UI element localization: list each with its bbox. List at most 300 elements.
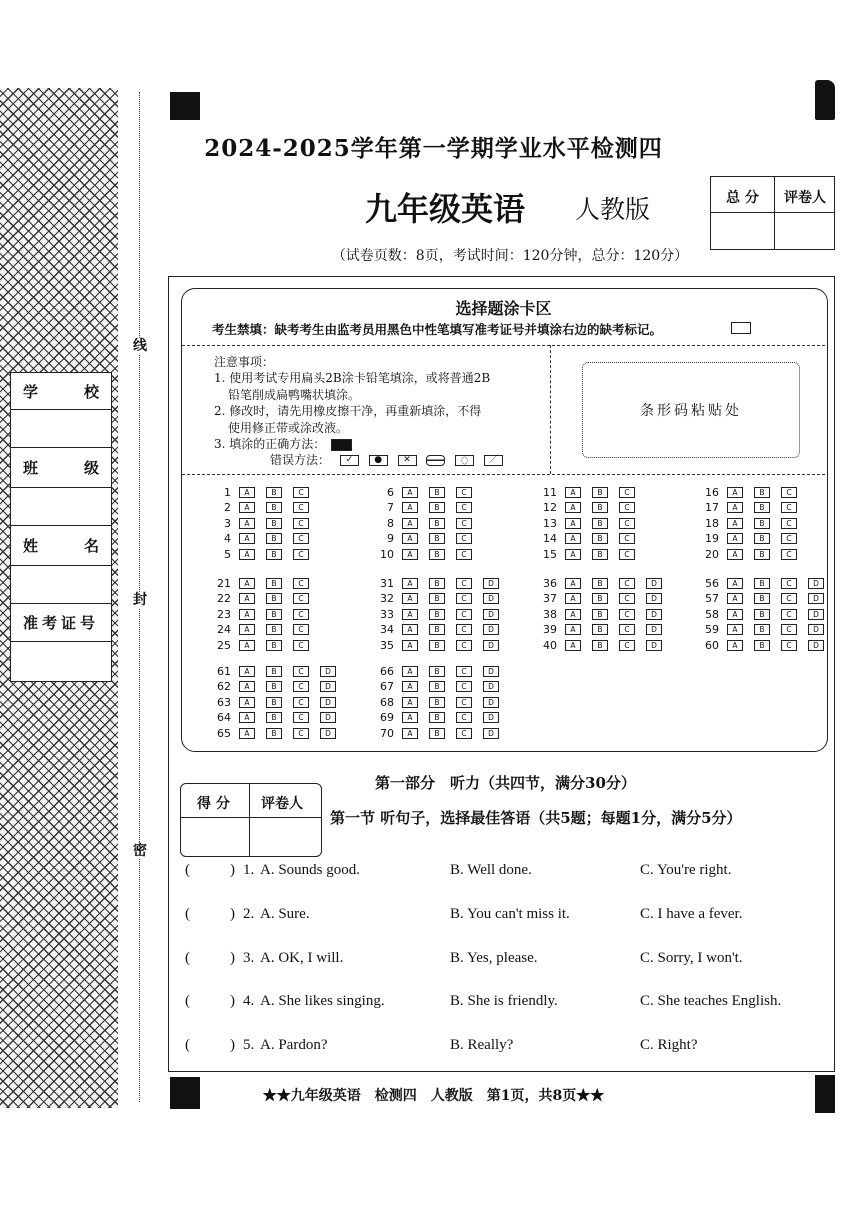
answer-bubble-c[interactable]: C — [456, 640, 472, 651]
answer-bubble-b[interactable]: B — [266, 640, 282, 651]
question-row — [695, 485, 808, 499]
answer-bubble-c[interactable]: C — [456, 728, 472, 739]
answer-blank-close: ) — [230, 905, 235, 922]
answer-bubble-d[interactable]: D — [320, 666, 336, 677]
question-number: 5. — [243, 1037, 255, 1054]
part1-title: 第一部分 听力（共四节，满分30分） — [375, 774, 636, 792]
answer-bubble-c[interactable]: C — [456, 609, 472, 620]
answer-bubble-b[interactable]: B — [754, 487, 770, 498]
answer-bubble-b[interactable]: B — [266, 593, 282, 604]
seal-char-seal: 封 — [133, 592, 147, 608]
answer-bubble-b[interactable]: B — [592, 640, 608, 651]
grader-label: 评卷人 — [784, 190, 826, 206]
answer-bubble-a[interactable]: A — [239, 712, 255, 723]
answer-bubble-a[interactable]: A — [727, 578, 743, 589]
answer-bubble-b[interactable]: B — [429, 502, 445, 513]
answer-bubble-c[interactable]: C — [456, 697, 472, 708]
answer-blank-close: ) — [230, 993, 235, 1010]
answer-bubble-a[interactable]: A — [239, 533, 255, 544]
answer-bubble-a[interactable]: A — [402, 640, 418, 651]
answer-bubble-a[interactable]: A — [565, 624, 581, 635]
answer-bubble-a[interactable]: A — [402, 697, 418, 708]
exam-info: （试卷页数：8页，考试时间：120分钟，总分：120分） — [331, 248, 689, 264]
question-number: 17 — [705, 501, 719, 514]
score-table — [710, 176, 835, 250]
answer-bubble-a[interactable]: A — [565, 640, 581, 651]
answer-bubble-b[interactable]: B — [592, 487, 608, 498]
question-number: 59 — [705, 623, 719, 636]
answer-bubble-a[interactable]: A — [402, 609, 418, 620]
question-number: 8 — [387, 516, 394, 530]
answer-bubble-b[interactable]: B — [754, 549, 770, 560]
answer-bubble-c[interactable]: C — [293, 728, 309, 739]
question-number: 67 — [380, 680, 394, 693]
answer-blank-open[interactable]: ( — [185, 949, 190, 966]
answer-bubble-a[interactable]: A — [239, 624, 255, 635]
answer-bubble-b[interactable]: B — [266, 681, 282, 692]
answer-bubble-b[interactable]: B — [429, 609, 445, 620]
answer-bubble-a[interactable]: A — [402, 487, 418, 498]
answer-bubble-d[interactable]: D — [483, 624, 499, 635]
answer-bubble-b[interactable]: B — [266, 518, 282, 529]
answer-bubble-d[interactable]: D — [646, 578, 662, 589]
answer-bubble-b[interactable]: B — [754, 593, 770, 604]
option-a: A. Pardon? — [260, 1037, 328, 1054]
line-mark-icon — [426, 455, 445, 466]
option-c: C. You're right. — [640, 862, 732, 878]
question-number: 57 — [705, 592, 719, 605]
answer-bubble-a[interactable]: A — [565, 578, 581, 589]
question-number: 5 — [224, 547, 231, 561]
answer-bubble-c[interactable]: C — [781, 533, 797, 544]
absent-mark-box[interactable] — [731, 322, 751, 334]
school-label: 学 校 — [11, 373, 111, 410]
answer-bubble-b[interactable]: B — [592, 578, 608, 589]
answer-bubble-a[interactable]: A — [402, 712, 418, 723]
answer-bubble-c[interactable]: C — [293, 666, 309, 677]
answer-bubble-c[interactable]: C — [456, 549, 472, 560]
answer-bubble-b[interactable]: B — [429, 697, 445, 708]
answer-bubble-d[interactable]: D — [483, 728, 499, 739]
question-number: 25 — [217, 638, 231, 652]
answer-bubble-b[interactable]: B — [754, 640, 770, 651]
option-c: C. Right? — [640, 1037, 698, 1054]
answer-bubble-c[interactable]: C — [293, 640, 309, 651]
answer-bubble-b[interactable]: B — [754, 518, 770, 529]
answer-bubble-b[interactable]: B — [754, 578, 770, 589]
answer-bubble-a[interactable]: A — [239, 578, 255, 589]
notes-title: 注意事项： — [214, 355, 275, 369]
answer-bubble-c[interactable]: C — [619, 578, 635, 589]
answer-bubble-b[interactable]: B — [266, 624, 282, 635]
answer-bubble-a[interactable]: A — [402, 666, 418, 677]
answer-bubble-d[interactable]: D — [320, 697, 336, 708]
answer-bubble-a[interactable]: A — [565, 549, 581, 560]
note-line: 3. 填涂的正确方法： — [214, 436, 544, 452]
option-b: B. Well done. — [450, 862, 532, 878]
seal-char-line: 线 — [133, 338, 147, 354]
question-number: 31 — [380, 576, 394, 590]
answer-bubble-c[interactable]: C — [456, 487, 472, 498]
question-row — [207, 607, 320, 621]
answer-bubble-b[interactable]: B — [266, 549, 282, 560]
answer-bubble-a[interactable]: A — [239, 697, 255, 708]
question-number: 56 — [705, 576, 719, 590]
question-number: 13 — [543, 516, 557, 530]
option-a: A. She likes singing. — [260, 993, 385, 1010]
answer-bubble-d[interactable]: D — [483, 712, 499, 723]
answer-bubble-b[interactable]: B — [429, 681, 445, 692]
answer-bubble-a[interactable]: A — [239, 518, 255, 529]
answer-bubble-b[interactable]: B — [754, 609, 770, 620]
answer-bubble-d[interactable]: D — [483, 666, 499, 677]
question-row — [207, 516, 320, 530]
answer-bubble-c[interactable]: C — [293, 533, 309, 544]
question-row — [533, 623, 673, 637]
question-row — [695, 607, 835, 621]
answer-bubble-d[interactable]: D — [320, 681, 336, 692]
answer-bubble-c[interactable]: C — [293, 549, 309, 560]
seal-char-secret: 密 — [133, 843, 147, 859]
answer-bubble-b[interactable]: B — [429, 624, 445, 635]
answer-bubble-a[interactable]: A — [239, 502, 255, 513]
question-number: 11 — [543, 485, 557, 499]
question-row — [533, 547, 646, 561]
answer-bubble-a[interactable]: A — [402, 681, 418, 692]
answer-bubble-d[interactable]: D — [808, 609, 824, 620]
answer-bubble-a[interactable]: A — [727, 549, 743, 560]
answer-bubble-d[interactable]: D — [646, 609, 662, 620]
question-number: 3. — [243, 949, 255, 966]
option-c: C. Sorry, I won't. — [640, 949, 743, 966]
answer-bubble-b[interactable]: B — [266, 697, 282, 708]
answer-bubble-a[interactable]: A — [239, 609, 255, 620]
answer-bubble-c[interactable]: C — [619, 624, 635, 635]
note-line: 2. 修改时，请先用橡皮擦干净，再重新填涂，不得 — [214, 404, 482, 419]
answer-bubble-c[interactable]: C — [781, 609, 797, 620]
answer-bubble-c[interactable]: C — [619, 518, 635, 529]
question-row — [695, 592, 835, 606]
answer-bubble-a[interactable]: A — [727, 609, 743, 620]
answer-bubble-a[interactable]: A — [727, 502, 743, 513]
question-row — [207, 726, 347, 740]
question-row — [370, 695, 510, 709]
question-number: 37 — [543, 592, 557, 605]
answer-bubble-b[interactable]: B — [429, 533, 445, 544]
answer-bubble-c[interactable]: C — [456, 712, 472, 723]
answer-bubble-b[interactable]: B — [266, 502, 282, 513]
question-number: 18 — [705, 516, 719, 530]
answer-bubble-c[interactable]: C — [619, 549, 635, 560]
answer-bubble-c[interactable]: C — [456, 624, 472, 635]
answer-bubble-b[interactable]: B — [429, 728, 445, 739]
question-number: 33 — [380, 607, 394, 621]
question-number: 70 — [380, 726, 394, 740]
answer-bubble-b[interactable]: B — [429, 578, 445, 589]
question-row — [695, 623, 835, 637]
answer-bubble-c[interactable]: C — [293, 697, 309, 708]
question-row — [695, 638, 835, 652]
edition-label: 人教版 — [575, 195, 651, 224]
question-row — [207, 711, 347, 725]
answer-bubble-a[interactable]: A — [239, 487, 255, 498]
registration-mark — [815, 80, 835, 120]
answer-bubble-a[interactable]: A — [239, 640, 255, 651]
answer-bubble-c[interactable]: C — [293, 487, 309, 498]
question-number: 36 — [543, 576, 557, 590]
divider — [182, 345, 825, 346]
answer-bubble-b[interactable]: B — [266, 712, 282, 723]
answer-bubble-b[interactable]: B — [592, 593, 608, 604]
answer-bubble-a[interactable]: A — [565, 533, 581, 544]
answer-bubble-a[interactable]: A — [402, 518, 418, 529]
answer-bubble-d[interactable]: D — [483, 609, 499, 620]
answer-bubble-a[interactable]: A — [727, 518, 743, 529]
answer-bubble-c[interactable]: C — [619, 533, 635, 544]
option-c: C. I have a fever. — [640, 905, 743, 922]
exam-title: 2024-2025学年第一学期学业水平检测四 — [204, 135, 663, 162]
answer-bubble-c[interactable]: C — [293, 593, 309, 604]
answer-bubble-b[interactable]: B — [266, 533, 282, 544]
question-row — [695, 516, 808, 530]
question-row — [695, 547, 808, 561]
answer-bubble-c[interactable]: C — [456, 518, 472, 529]
answer-bubble-c[interactable]: C — [781, 578, 797, 589]
subject-title: 九年级英语 — [365, 190, 526, 228]
answer-bubble-c[interactable]: C — [619, 487, 635, 498]
question-number: 62 — [217, 680, 231, 693]
answer-bubble-a[interactable]: A — [565, 502, 581, 513]
answer-bubble-c[interactable]: C — [456, 681, 472, 692]
note-line: 1. 使用考试专用扁头2B涂卡铅笔填涂，或将普通2B — [214, 371, 491, 386]
check-mark-icon: ✓ — [340, 455, 359, 466]
answer-bubble-c[interactable]: C — [781, 549, 797, 560]
answer-bubble-b[interactable]: B — [266, 728, 282, 739]
answer-bubble-d[interactable]: D — [320, 712, 336, 723]
answer-bubble-d[interactable]: D — [808, 640, 824, 651]
exam-number-field[interactable] — [11, 642, 111, 680]
answer-bubble-a[interactable]: A — [727, 640, 743, 651]
answer-bubble-d[interactable]: D — [646, 593, 662, 604]
answer-card-title: 选择题涂卡区 — [455, 299, 552, 318]
question-row — [533, 516, 646, 530]
answer-bubble-a[interactable]: A — [727, 533, 743, 544]
question-number: 9 — [387, 532, 394, 545]
question-number: 3 — [224, 516, 231, 530]
answer-bubble-c[interactable]: C — [619, 609, 635, 620]
question-row — [207, 547, 320, 561]
class-label: 班 级 — [11, 448, 111, 488]
answer-blank-open[interactable]: ( — [185, 993, 190, 1010]
question-number: 2. — [243, 905, 255, 922]
answer-bubble-a[interactable]: A — [402, 502, 418, 513]
answer-bubble-c[interactable]: C — [456, 593, 472, 604]
question-number: 58 — [705, 607, 719, 621]
answer-blank-close: ) — [230, 949, 235, 966]
slash-mark-icon: ／ — [484, 455, 503, 466]
answer-bubble-a[interactable]: A — [239, 593, 255, 604]
answer-bubble-b[interactable]: B — [429, 518, 445, 529]
absent-note: 考生禁填：缺考考生由监考员用黑色中性笔填写准考证号并填涂右边的缺考标记。 — [212, 322, 663, 337]
question-number: 23 — [217, 607, 231, 621]
answer-bubble-d[interactable]: D — [483, 681, 499, 692]
answer-bubble-c[interactable]: C — [781, 640, 797, 651]
question-number: 22 — [217, 592, 231, 605]
question-number: 64 — [217, 711, 231, 724]
answer-bubble-d[interactable]: D — [483, 640, 499, 651]
answer-bubble-c[interactable]: C — [456, 578, 472, 589]
exam-number-label: 准考证号 — [11, 604, 111, 642]
option-a: A. OK, I will. — [260, 949, 344, 966]
answer-bubble-b[interactable]: B — [429, 593, 445, 604]
question-row — [207, 680, 347, 694]
answer-bubble-d[interactable]: D — [646, 640, 662, 651]
question-number: 16 — [705, 485, 719, 499]
answer-bubble-c[interactable]: C — [293, 502, 309, 513]
dot-mark-icon: ● — [369, 455, 388, 466]
question-row — [370, 532, 483, 546]
answer-bubble-c[interactable]: C — [619, 593, 635, 604]
answer-bubble-c[interactable]: C — [293, 624, 309, 635]
answer-bubble-c[interactable]: C — [293, 609, 309, 620]
answer-bubble-c[interactable]: C — [456, 666, 472, 677]
answer-bubble-a[interactable]: A — [402, 624, 418, 635]
name-field[interactable] — [11, 566, 111, 604]
answer-bubble-a[interactable]: A — [402, 549, 418, 560]
question-row — [207, 592, 320, 606]
question-number: 40 — [543, 638, 557, 652]
answer-bubble-c[interactable]: C — [781, 624, 797, 635]
answer-bubble-d[interactable]: D — [646, 624, 662, 635]
answer-bubble-c[interactable]: C — [619, 502, 635, 513]
question-number: 21 — [217, 576, 231, 590]
question-number: 60 — [705, 638, 719, 652]
instructions — [214, 354, 544, 469]
answer-bubble-d[interactable]: D — [808, 593, 824, 604]
question-number: 20 — [705, 547, 719, 561]
question-row — [370, 711, 510, 725]
answer-bubble-a[interactable]: A — [565, 487, 581, 498]
answer-bubble-c[interactable]: C — [619, 640, 635, 651]
answer-bubble-a[interactable]: A — [239, 666, 255, 677]
section1-title: 第一节 听句子，选择最佳答语（共5题；每题1分，满分5分） — [330, 809, 742, 827]
answer-bubble-b[interactable]: B — [754, 533, 770, 544]
answer-bubble-d[interactable]: D — [320, 728, 336, 739]
answer-bubble-c[interactable]: C — [781, 502, 797, 513]
question-row — [533, 576, 673, 590]
answer-bubble-c[interactable]: C — [781, 593, 797, 604]
answer-bubble-c[interactable]: C — [293, 712, 309, 723]
wrong-methods: 错误方法： ✓ ● ✕ ／ — [214, 452, 544, 468]
answer-bubble-b[interactable]: B — [592, 624, 608, 635]
answer-bubble-a[interactable]: A — [402, 728, 418, 739]
answer-blank-open[interactable]: ( — [185, 862, 190, 878]
page-footer: ★★九年级英语 检测四 人教版 第1页，共8页★★ — [262, 1088, 605, 1104]
answer-bubble-c[interactable]: C — [781, 518, 797, 529]
school-field[interactable] — [11, 410, 111, 448]
question-row — [207, 576, 320, 590]
question-number: 38 — [543, 607, 557, 621]
cross-mark-icon: ✕ — [398, 455, 417, 466]
question-row — [370, 516, 483, 530]
answer-bubble-b[interactable]: B — [266, 578, 282, 589]
answer-bubble-a[interactable]: A — [565, 593, 581, 604]
answer-bubble-b[interactable]: B — [592, 518, 608, 529]
question-row — [533, 501, 646, 515]
answer-blank-open[interactable]: ( — [185, 905, 190, 922]
correct-mark-icon — [331, 439, 352, 451]
answer-bubble-b[interactable]: B — [754, 624, 770, 635]
answer-bubble-b[interactable]: B — [592, 533, 608, 544]
answer-bubble-b[interactable]: B — [266, 666, 282, 677]
class-field[interactable] — [11, 488, 111, 526]
answer-bubble-a[interactable]: A — [565, 518, 581, 529]
answer-bubble-b[interactable]: B — [429, 549, 445, 560]
option-b: B. You can't miss it. — [450, 905, 570, 922]
answer-bubble-d[interactable]: D — [808, 624, 824, 635]
question-number: 69 — [380, 711, 394, 724]
answer-bubble-a[interactable]: A — [239, 728, 255, 739]
answer-bubble-c[interactable]: C — [456, 533, 472, 544]
answer-bubble-a[interactable]: A — [402, 593, 418, 604]
question-row — [370, 623, 510, 637]
answer-bubble-b[interactable]: B — [429, 712, 445, 723]
answer-bubble-b[interactable]: B — [592, 502, 608, 513]
question-number: 4 — [224, 532, 231, 545]
answer-bubble-b[interactable]: B — [754, 502, 770, 513]
question-row — [695, 576, 835, 590]
answer-bubble-a[interactable]: A — [239, 681, 255, 692]
answer-bubble-b[interactable]: B — [592, 549, 608, 560]
answer-bubble-a[interactable]: A — [565, 609, 581, 620]
question-row — [533, 485, 646, 499]
answer-bubble-b[interactable]: B — [266, 609, 282, 620]
answer-bubble-a[interactable]: A — [727, 624, 743, 635]
answer-bubble-b[interactable]: B — [429, 487, 445, 498]
answer-bubble-a[interactable]: A — [727, 593, 743, 604]
option-c: C. She teaches English. — [640, 993, 782, 1010]
question-row — [695, 501, 808, 515]
answer-bubble-b[interactable]: B — [592, 609, 608, 620]
question-row — [370, 576, 510, 590]
question-number: 61 — [217, 664, 231, 678]
question-number: 6 — [387, 485, 394, 499]
answer-bubble-a[interactable]: A — [239, 549, 255, 560]
note-line: 铅笔削成扁鸭嘴状填涂。 — [228, 387, 361, 402]
answer-bubble-b[interactable]: B — [429, 666, 445, 677]
answer-bubble-d[interactable]: D — [808, 578, 824, 589]
answer-bubble-a[interactable]: A — [402, 578, 418, 589]
question-row — [370, 485, 483, 499]
answer-bubble-c[interactable]: C — [456, 502, 472, 513]
divider — [182, 474, 825, 475]
answer-bubble-d[interactable]: D — [483, 697, 499, 708]
answer-bubble-c[interactable]: C — [293, 518, 309, 529]
question-row — [207, 695, 347, 709]
answer-blank-open[interactable]: ( — [185, 1037, 190, 1054]
answer-bubble-b[interactable]: B — [429, 640, 445, 651]
answer-bubble-a[interactable]: A — [402, 533, 418, 544]
answer-bubble-c[interactable]: C — [293, 681, 309, 692]
question-row — [207, 664, 347, 678]
answer-bubble-b[interactable]: B — [266, 487, 282, 498]
answer-bubble-c[interactable]: C — [781, 487, 797, 498]
question-row — [370, 592, 510, 606]
answer-bubble-c[interactable]: C — [293, 578, 309, 589]
answer-bubble-d[interactable]: D — [483, 578, 499, 589]
answer-bubble-a[interactable]: A — [727, 487, 743, 498]
answer-bubble-d[interactable]: D — [483, 593, 499, 604]
